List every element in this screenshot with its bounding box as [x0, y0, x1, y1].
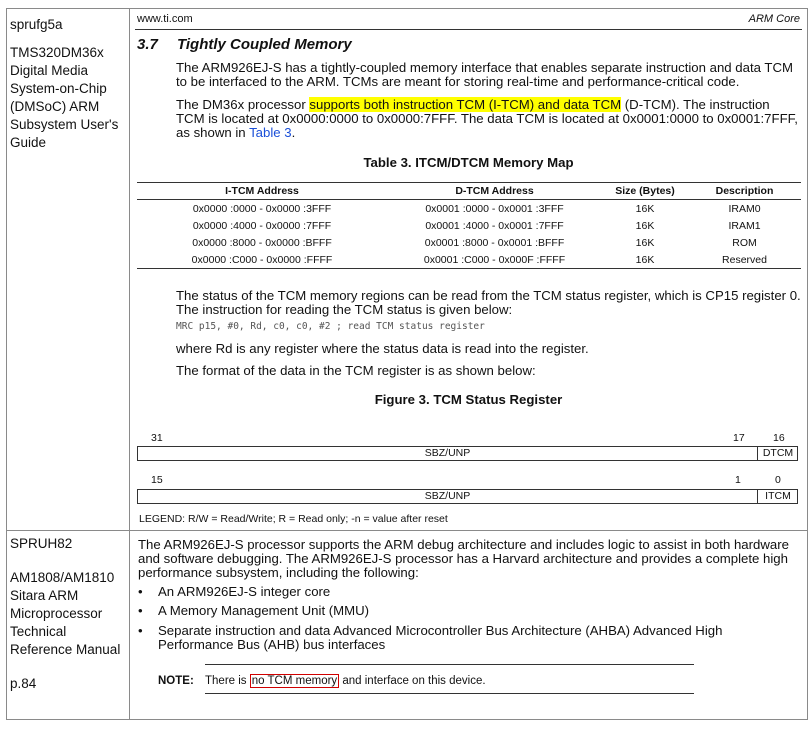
- doc-title-line: System-on-Chip: [10, 81, 107, 96]
- table-cell: 0x0000 :4000 - 0x0000 :7FFF: [192, 219, 332, 232]
- paragraph-4: where Rd is any register where the status data is read into the register.: [176, 341, 589, 356]
- paragraph-1: The ARM926EJ-S has a tightly-coupled memory interface that enables separate instruction and data TCM to be interfaced to the ARM. TCMs are meant for storing real-time and performance-critical code.: [176, 60, 793, 89]
- note-text: [205, 675, 486, 687]
- section-heading: [137, 36, 352, 53]
- table-cell: ROM: [732, 236, 757, 249]
- paragraph-2-pre: The DM36x processor: [176, 97, 310, 112]
- table-3-link[interactable]: Table 3: [249, 125, 292, 140]
- doc2-title-line: AM1808/AM1810: [10, 570, 115, 585]
- note-post: and interface on this device.: [339, 675, 486, 687]
- register-field-sbz: SBZ/UNP: [138, 490, 758, 503]
- column-header: I-TCM Address: [137, 183, 387, 200]
- doc2-title-line: Microprocessor: [10, 606, 103, 621]
- table-cell: IRAM1: [728, 219, 761, 232]
- section-number: 3.7: [137, 36, 158, 53]
- table-cell: 0x0001 :4000 - 0x0001 :7FFF: [425, 219, 564, 232]
- register-row-low: [137, 489, 798, 504]
- table-cell: 16K: [635, 202, 655, 215]
- doc-reference-2: [10, 535, 120, 693]
- bullet-dot: •: [138, 584, 143, 599]
- paragraph-2-end: .: [291, 125, 296, 140]
- paragraph-5: The format of the data in the TCM register is as shown below:: [176, 363, 536, 378]
- bit-number: 1: [735, 474, 741, 486]
- bullet-dot: •: [138, 623, 143, 638]
- register-legend: LEGEND: R/W = Read/Write; R = Read only; -n = value after reset: [139, 513, 448, 525]
- table-cell: 0x0000 :8000 - 0x0000 :BFFF: [192, 236, 332, 249]
- doc-reference-1: [10, 16, 118, 152]
- column-header: Size (Bytes): [602, 183, 688, 200]
- table-caption: Table 3. ITCM/DTCM Memory Map: [363, 155, 574, 170]
- doc2-title-line: Reference Manual: [10, 642, 121, 657]
- table-cell: 16K: [635, 253, 655, 266]
- doc2-title-line: Sitara ARM: [10, 588, 79, 603]
- am18-paragraph: The ARM926EJ-S processor supports the ARM debug architecture and includes logic to assist in both hardware and software debugging. The ARM926EJ-S processor has a Harvard architecture and provides a complete high performance subsystem, including the following:: [138, 537, 789, 580]
- column-header: Description: [688, 183, 801, 200]
- register-field-sbz: SBZ/UNP: [138, 447, 758, 460]
- highlighted-text: supports both instruction TCM (I-TCM) and data TCM: [309, 97, 622, 112]
- bullet-dot: •: [138, 603, 143, 618]
- bit-number: 0: [775, 474, 781, 486]
- bullet-marker: [138, 624, 158, 638]
- doc2-title-line: Technical: [10, 624, 67, 639]
- table-cell: 0x0001 :C000 - 0x000F :FFFF: [423, 253, 566, 266]
- bit-number: 17: [733, 432, 745, 444]
- header-title: ARM Core: [748, 13, 800, 25]
- doc-title-line: (DMSoC) ARM: [10, 99, 100, 114]
- bit-number: 31: [151, 432, 163, 444]
- code-snippet: MRC p15, #0, Rd, c0, c0, #2 ; read TCM status register: [176, 321, 485, 332]
- bit-number: 15: [151, 474, 163, 486]
- note-rule-bottom: [205, 693, 694, 694]
- table-cell: 0x0000 :0000 - 0x0000 :3FFF: [192, 202, 332, 215]
- bit-number: 16: [773, 432, 785, 444]
- register-field-itcm: ITCM: [765, 490, 791, 502]
- doc-title-line: Subsystem User's: [10, 117, 119, 132]
- figure-caption: Figure 3. TCM Status Register: [374, 392, 563, 407]
- doc2-page: p.84: [10, 676, 37, 691]
- table-row: [137, 251, 801, 269]
- red-boxed-text: no TCM memory: [251, 675, 338, 687]
- bullet-marker: [138, 585, 158, 599]
- table-cell: 0x0000 :C000 - 0x0000 :FFFF: [191, 253, 333, 266]
- note-rule-top: [205, 664, 694, 665]
- doc-id: sprufg5a: [10, 17, 63, 32]
- doc-title-line: Guide: [10, 135, 47, 150]
- table-header-row: [137, 183, 801, 200]
- note-pre: There is: [205, 675, 250, 687]
- column-header: D-TCM Address: [387, 183, 602, 200]
- table-cell: Reserved: [722, 253, 767, 266]
- table-cell: 16K: [635, 219, 655, 232]
- table-cell: 0x0001 :0000 - 0x0001 :3FFF: [425, 202, 564, 215]
- bullet-item: An ARM926EJ-S integer core: [158, 584, 331, 599]
- header-rule: [135, 29, 802, 30]
- register-row-high: [137, 446, 798, 461]
- doc2-id: SPRUH82: [10, 536, 73, 551]
- header-site: www.ti.com: [137, 13, 193, 25]
- doc-title-line: TMS320DM36x: [10, 45, 104, 60]
- paragraph-3: The status of the TCM memory regions can be read from the TCM status register, which is CP15 register 0. The instruction for reading the TCM status is given below:: [176, 288, 801, 317]
- memory-map-table: [137, 182, 801, 269]
- doc-title-line: Digital Media: [10, 63, 89, 78]
- table-row: [137, 217, 801, 234]
- paragraph-2-post: (D-TCM). The instruction TCM is located at 0x0000:0000 to 0x0000:7FFF. The data TCM is located at 0x0001:0000 to 0x0001:7FFF, as shown in: [176, 97, 798, 140]
- table-row: [137, 200, 801, 218]
- note-label: NOTE:: [158, 675, 194, 687]
- paragraph-2: [176, 98, 801, 140]
- row-divider: [6, 530, 808, 531]
- column-divider: [129, 8, 130, 720]
- bullet-marker: [138, 604, 158, 618]
- bullet-item: Separate instruction and data Advanced Microcontroller Bus Architecture (AHBA) Advanced High Performance Bus (AHB) bus interfaces: [158, 623, 723, 652]
- table-cell: 0x0001 :8000 - 0x0001 :BFFF: [424, 236, 565, 249]
- section-title: Tightly Coupled Memory: [177, 36, 352, 53]
- table-cell: 16K: [635, 236, 655, 249]
- bullet-item: A Memory Management Unit (MMU): [158, 603, 370, 618]
- register-field-dtcm: DTCM: [762, 447, 794, 459]
- table-row: [137, 234, 801, 251]
- table-cell: IRAM0: [728, 202, 761, 215]
